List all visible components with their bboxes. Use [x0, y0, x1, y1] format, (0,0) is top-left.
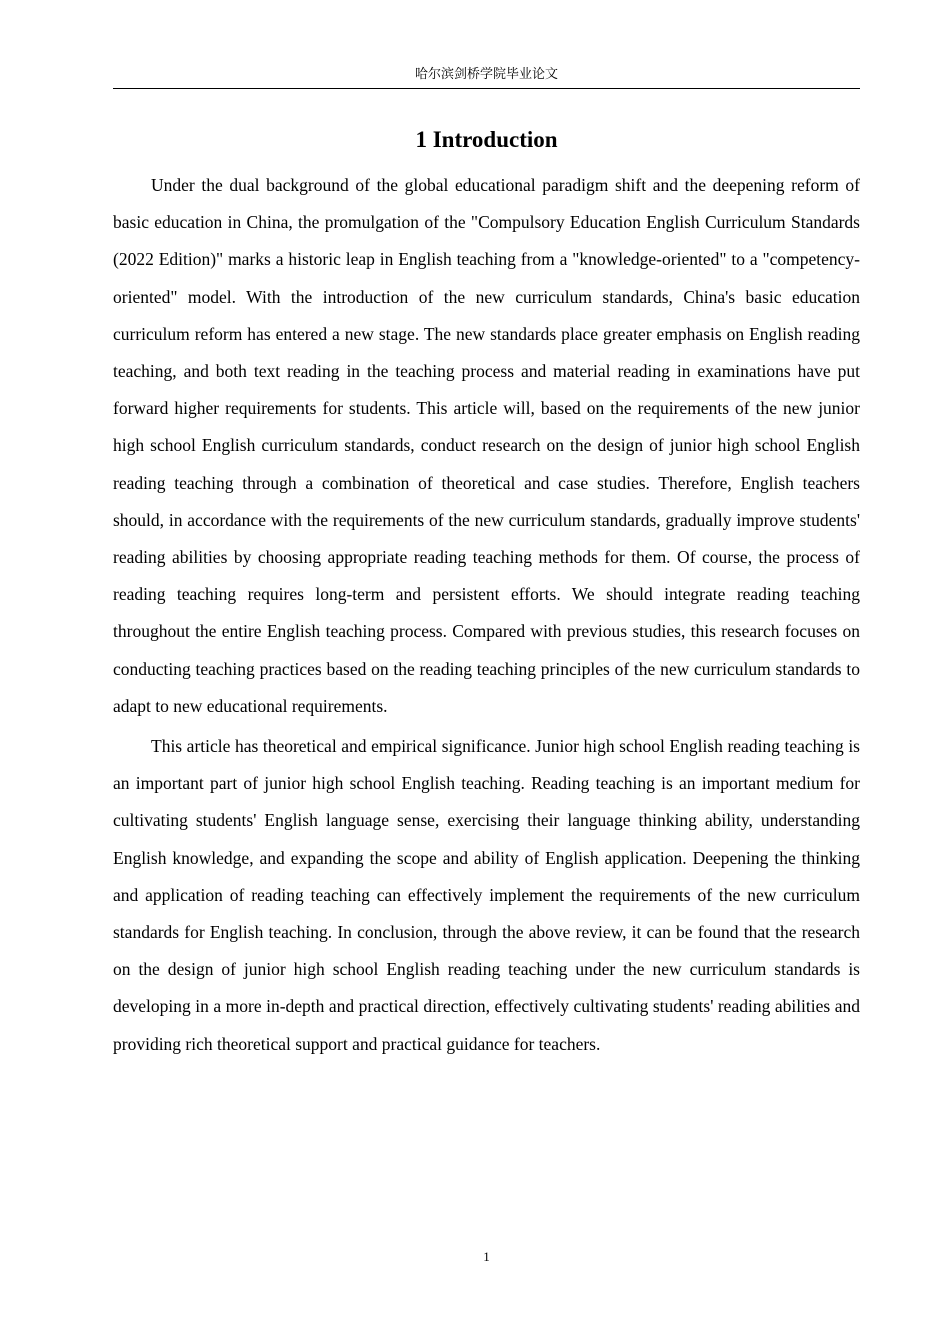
section-heading: 1 Introduction [415, 127, 558, 152]
paragraph-1: Under the dual background of the global educational paradigm shift and the deepening reform of basic education in China, the promulgation of the "Compulsory Education English Curriculum Standards (2022 Edition)" marks a historic leap in English teaching from a "knowledge-oriented" to a "competency-oriented" model. With the introduction of the new curriculum standards, China's basic education curriculum reform has entered a new stage. The new standards place greater emphasis on English reading teaching, and both text reading in the teaching process and material reading in examinations have put forward higher requirements for students. This article will, based on the requirements of the new junior high school English curriculum standards, conduct research on the design of junior high school English reading teaching through a combination of theoretical and case studies. Therefore, English teachers should, in accordance with the requirements of the new curriculum standards, gradually improve students' reading abilities by choosing appropriate reading teaching methods for them. Of course, the process of reading teaching requires long-term and persistent efforts. We should integrate reading teaching throughout the entire English teaching process. Compared with previous studies, this research focuses on conducting teaching practices based on the reading teaching principles of the new curriculum standards to adapt to new educational requirements. [113, 175, 860, 716]
paragraph-2: This article has theoretical and empirical significance. Junior high school English reading teaching is an important part of junior high school English teaching. Reading teaching is an important medium for cultivating students' English language sense, exercising their language thinking ability, understanding English knowledge, and expanding the scope and ability of English application. Deepening the thinking and application of reading teaching can effectively implement the requirements of the new curriculum standards for English teaching. In conclusion, through the above review, it can be found that the research on the design of junior high school English reading teaching under the new curriculum standards is developing in a more in-depth and practical direction, effectively cultivating students' reading abilities and providing rich theoretical support and practical guidance for teachers. [113, 736, 860, 1054]
running-header: 哈尔滨剑桥学院毕业论文 [414, 67, 558, 82]
section-body [113, 167, 860, 1063]
header-divider [113, 88, 860, 89]
page-number: 1 [483, 1249, 490, 1264]
